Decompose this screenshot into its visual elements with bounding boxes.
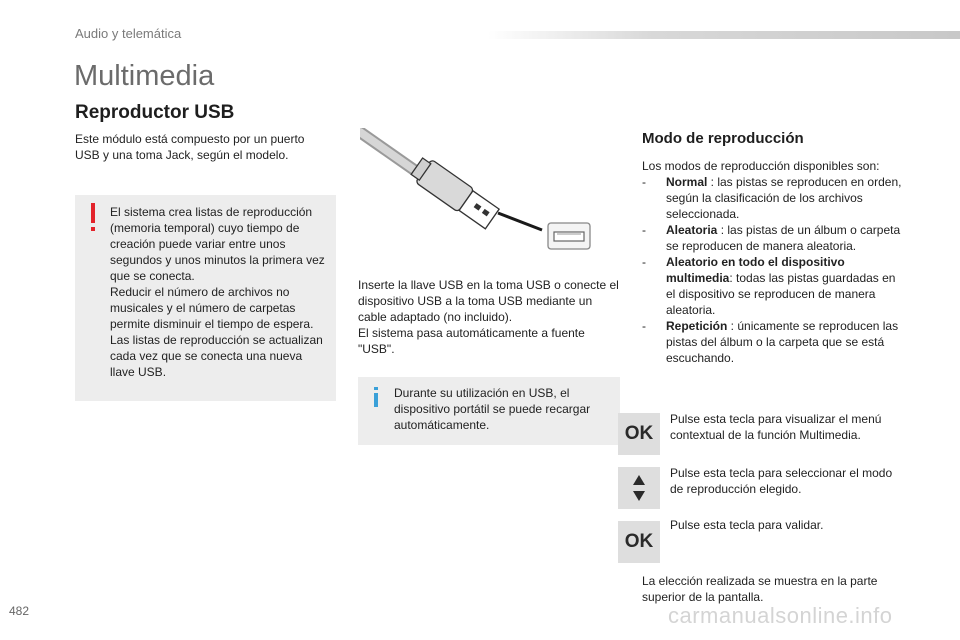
mode-item-desc: : las pistas se reproducen en orden, según la clasificación de los archivos seleccionada.: [666, 175, 902, 221]
warning-line: Reducir el número de archivos no musicales y el número de carpetas permite disminuir el tiempo de espera. Las listas de reproducción se actualizan cada vez que se conecta una nueva llave USB.: [110, 285, 323, 379]
mode-item: - Repetición : únicamente se reproducen las pistas del álbum o la carpeta que se está escuchando.: [642, 319, 899, 365]
mode-item-desc: : únicamente se reproducen las pistas del álbum o la carpeta que se está escuchando.: [666, 319, 899, 365]
page-title: Multimedia: [74, 60, 215, 92]
up-down-arrows-icon: [618, 467, 660, 509]
mode-item: - Aleatoria : las pistas de un álbum o carpeta se reproducen de manera aleatoria.: [642, 223, 901, 253]
mode-item-name: Aleatorio en todo el dispositivo multimedia: [666, 255, 845, 285]
ok-key-label: OK: [624, 423, 654, 444]
section-subtitle: Reproductor USB: [75, 102, 235, 123]
usb-instruction-line: El sistema pasa automáticamente a fuente "USB".: [358, 326, 585, 356]
key-description: Pulse esta tecla para validar.: [670, 518, 824, 532]
ok-key-label: OK: [624, 531, 654, 552]
page-number: 482: [9, 604, 30, 618]
mode-item: - Aleatorio en todo el dispositivo multimedia: todas las pistas guardadas en el dispositivo se reproducen de manera aleatoria.: [642, 255, 896, 317]
mode-item-name: Aleatoria: [666, 223, 718, 237]
mode-item-name: Normal: [666, 175, 708, 189]
arrow-down-icon: [633, 491, 645, 501]
usb-plug-illustration: [360, 128, 596, 253]
usb-instruction-line: Inserte la llave USB en la toma USB o conecte el dispositivo USB a la toma USB mediante un cable adaptado (no incluido).: [358, 278, 619, 324]
section-label: Audio y telemática: [75, 26, 182, 41]
ok-key-icon: [618, 413, 660, 455]
warning-text: [110, 204, 325, 380]
warning-line: El sistema crea listas de reproducción (memoria temporal) cuyo tiempo de creación puede variar entre unos segundos y unos minutos la primera vez que se conecta.: [110, 205, 325, 283]
arrow-up-icon: [633, 475, 645, 485]
exclamation-icon: [90, 203, 96, 233]
mode-item-name: Repetición: [666, 319, 728, 333]
header-bar: [488, 31, 960, 39]
usb-instructions: [358, 277, 620, 357]
mode-item-desc: : las pistas de un álbum o carpeta se reproducen de manera aleatoria.: [666, 223, 901, 253]
key-description: Pulse esta tecla para visualizar el menú contextual de la función Multimedia.: [670, 412, 882, 442]
ok-key-icon: [618, 521, 660, 563]
watermark: carmanualsonline.info: [668, 603, 893, 628]
info-text: Durante su utilización en USB, el dispositivo portátil se puede recargar automáticamente.: [394, 386, 591, 432]
footer-note: La elección realizada se muestra en la parte superior de la pantalla.: [642, 574, 878, 604]
info-icon: [373, 387, 379, 409]
mode-item: - Normal : las pistas se reproducen en orden, según la clasificación de los archivos seleccionada.: [642, 175, 902, 221]
mode-item-desc: : todas las pistas guardadas en el dispositivo se reproducen de manera aleatoria.: [666, 271, 896, 317]
intro-paragraph: Este módulo está compuesto por un puerto USB y una toma Jack, según el modelo.: [75, 132, 305, 162]
key-description: Pulse esta tecla para seleccionar el modo de reproducción elegido.: [670, 466, 893, 496]
mode-title: Modo de reproducción: [642, 130, 804, 147]
mode-list: [642, 174, 904, 366]
mode-intro: Los modos de reproducción disponibles son:: [642, 159, 880, 173]
